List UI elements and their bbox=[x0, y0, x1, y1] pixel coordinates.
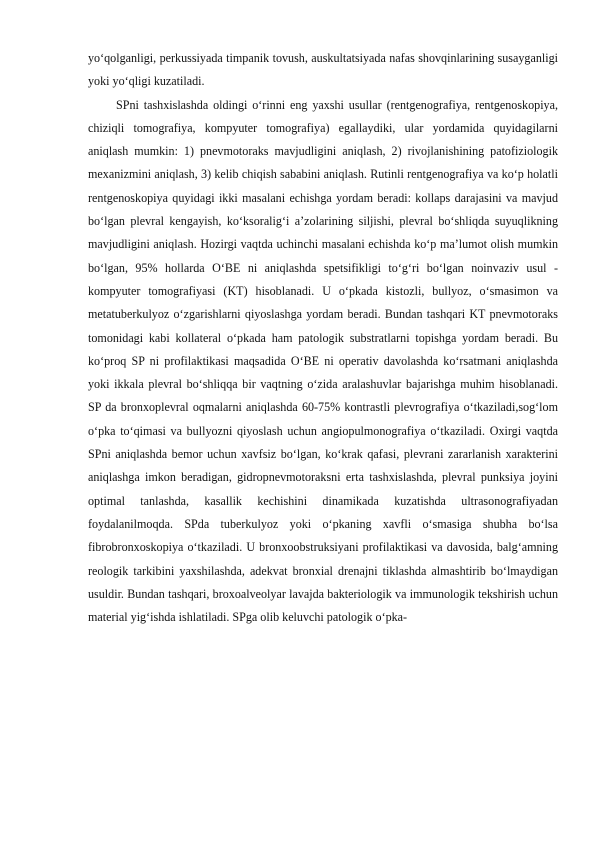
paragraph-diagnostics: SPni tashxislashda oldingi o‘rinni eng yaxshi usullar (rentgenografiya, rentgenoskopiya, chiziqli tomografiya, kompyuter tomografiya) egallaydiki, ular yordamida quyidagilarni aniqlash mumkin: 1) pnevmotoraks mavjudligini aniqlash, 2) rivojlanishining patofiziologik mexanizmini aniqlash, 3) kelib chiqish sababini aniqlash. Rutinli rentgenografiya va ko‘p holatli rentgenoskopiya quyidagi ikki masalani echishga yordam beradi: kollaps darajasini va mavjud bo‘lgan plevral kengayish, ko‘ksoralig‘i a’zolarining siljishi, plevral bo‘shliqda suyuqlikning mavjudligini aniqlash. Hozirgi vaqtda uchinchi masalani echishda ko‘p ma’lumot olish mumkin bo‘lgan, 95% hollarda O‘BE ni aniqlashda spetsifikligi to‘g‘ri bo‘lgan noinvaziv usul - kompyuter tomografiyasi (KT) hisoblanadi. U o‘pkada kistozli, bullyoz, o‘smasimon va metatuberkulyoz o‘zgarishlarni qiyoslashga yordam beradi. Bundan tashqari KT pnevmotoraks tomonidagi kabi kollateral o‘pkada ham patologik substratlarni topishga yordam beradi. Bu ko‘proq SP ni profilaktikasi maqsadida O‘BE ni operativ davolashda ko‘rsatmani aniqlashda yoki ikkala plevral bo‘shliqqa bir vaqtning o‘zida aralashuvlar bajarishga muhim hisoblanadi. SP da bronxoplevral oqmalarni aniqlashda 60-75% kontrastli plevrografiya o‘tkaziladi,sog‘lom o‘pka to‘qimasi va bullyozni qiyoslash uchun angiopulmonografiya o‘tkaziladi. Oxirgi vaqtda SPni aniqlashda bemor uchun xavfsiz bo‘lgan, ko‘krak qafasi, plevrani zararlanish xarakterini aniqlashga imkon beradigan, gidropnevmotoraksni erta tashxislashda, plevral punksiya joyini optimal tanlashda, kasallik kechishini dinamikada kuzatishda ultrasonografiyadan foydalanilmoqda. SPda tuberkulyoz yoki o‘pkaning xavfli o‘smasiga shubha bo‘lsa fibrobronxoskopiya o‘tkaziladi. U bronxoobstruksiyani profilaktikasi va davosida, balg‘amning reologik tarkibini yaxshilashda, adekvat bronxial drenajni tiklashda almashtirib bo‘lmaydigan usuldir. Bundan tashqari, broxoalveolyar lavajda bakteriologik va immunologik tekshirish uchun material yig‘ishda ishlatiladi. SPga olib keluvchi patologik o‘pka- bbox=[88, 97, 558, 625]
paragraph-continuation: yo‘qolganligi, perkussiyada timpanik tovush, auskultatsiyada nafas shovqinlarining susayganligi yoki yo‘qligi kuzatiladi. bbox=[88, 51, 558, 89]
document-page bbox=[88, 47, 558, 629]
